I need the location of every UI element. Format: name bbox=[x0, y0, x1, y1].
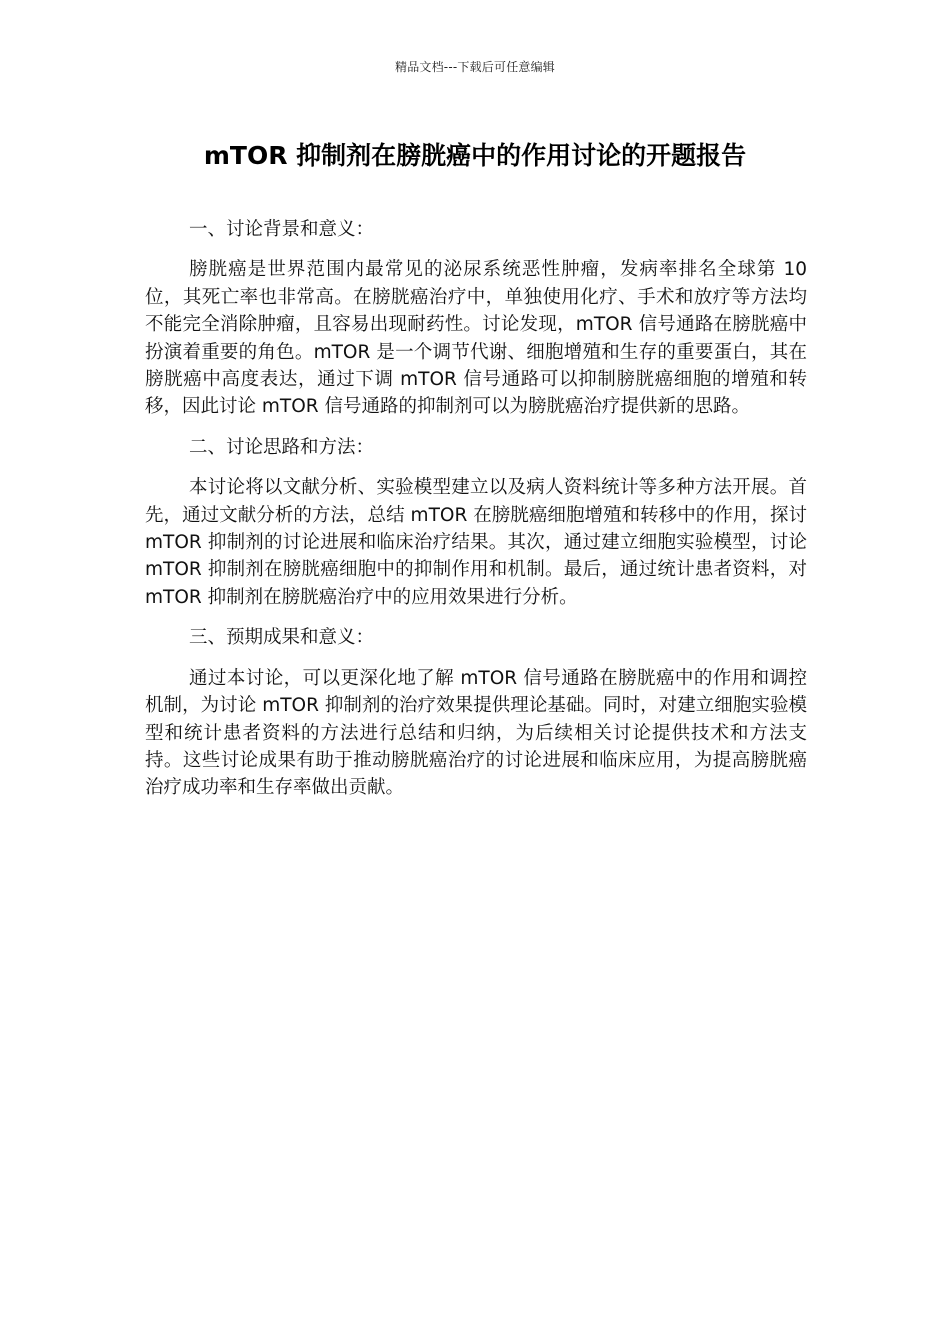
section-paragraph-background: 膀胱癌是世界范围内最常见的泌尿系统恶性肿瘤，发病率排名全球第 10 位，其死亡率也非常高。在膀胱癌治疗中，单独使用化疗、手术和放疗等方法均不能完全消除肿瘤，且容易出现耐药性。讨论发现，mTOR 信号通路在膀胱癌中扮演着重要的角色。mTOR 是一个调节代谢、细胞增殖和生存的重要蛋白，其在膀胱癌中高度表达，通过下调 mTOR 信号通路可以抑制膀胱癌细胞的增殖和转移，因此讨论 mTOR 信号通路的抑制剂可以为膀胱癌治疗提供新的思路。 bbox=[145, 259, 807, 418]
document-title: mTOR 抑制剂在膀胱癌中的作用讨论的开题报告 bbox=[203, 141, 747, 170]
section-heading-methods: 二、讨论思路和方法： bbox=[189, 436, 375, 458]
document-body bbox=[145, 216, 807, 815]
header-note: 精品文档---下载后可任意编辑 bbox=[395, 60, 555, 74]
section-paragraph-outcomes: 通过本讨论，可以更深化地了解 mTOR 信号通路在膀胱癌中的作用和调控机制，为讨论 mTOR 抑制剂的治疗效果提供理论基础。同时，对建立细胞实验模型和统计患者资料的方法进行总结和归纳，为后续相关讨论提供技术和方法支持。这些讨论成果有助于推动膀胱癌治疗的讨论进展和临床应用，为提高膀胱癌治疗成功率和生存率做出贡献。 bbox=[145, 667, 807, 799]
section-heading-outcomes: 三、预期成果和意义： bbox=[189, 627, 375, 649]
section-heading-background: 一、讨论背景和意义： bbox=[189, 219, 375, 240]
section-paragraph-methods: 本讨论将以文献分析、实验模型建立以及病人资料统计等多种方法开展。首先，通过文献分析的方法，总结 mTOR 在膀胱癌细胞增殖和转移中的作用，探讨 mTOR 抑制剂的讨论进展和临床治疗结果。其次，通过建立细胞实验模型，讨论 mTOR 抑制剂在膀胱癌细胞中的抑制作用和机制。最后，通过统计患者资料，对 mTOR 抑制剂在膀胱癌治疗中的应用效果进行分析。 bbox=[145, 477, 807, 608]
